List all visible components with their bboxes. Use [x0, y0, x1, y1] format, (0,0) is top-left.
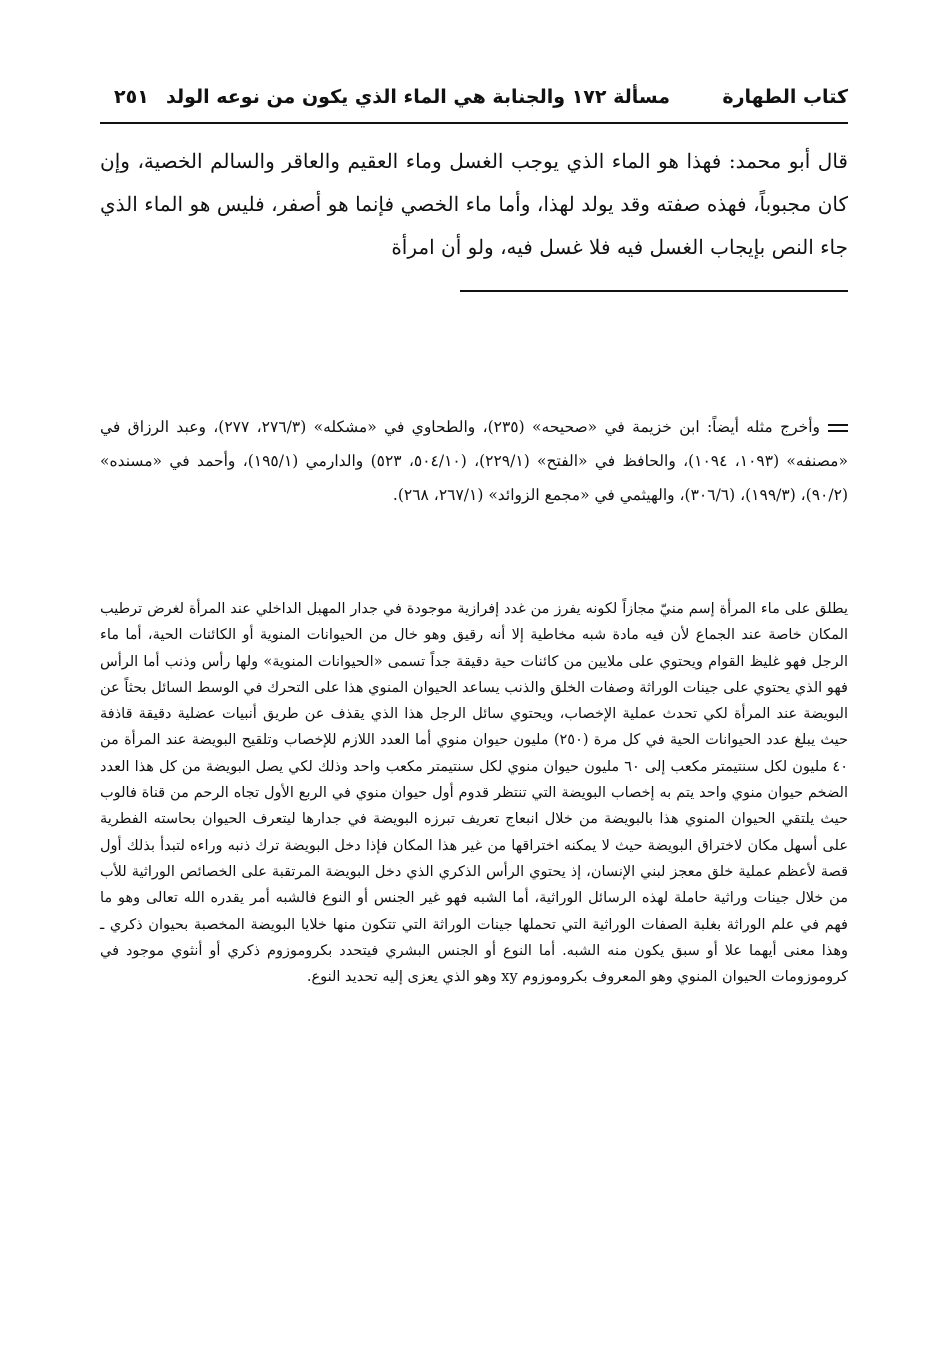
main-text — [100, 140, 848, 269]
header-divider — [100, 122, 848, 124]
footnote — [100, 410, 848, 512]
commentary-paragraph: يطلق على ماء المرأة إسم منيّ مجازاً لكونه يفرز من غدد إفرازية موجودة في جدار المهبل الداخلي عند المرأة لغرض ترطيب المكان خاصة عند الجماع لأن فيه مادة شبه مخاطية إلا أنه رقيق وهو خال من الحيوانات المنوية أو الكائنات الحية، أما ماء الرجل فهو غليظ القوام ويحتوي على ملايين من كائنات حية دقيقة جداً تسمى «الحيوانات المنوية» ولها رأس وذنب أما الرأس فهو الذي يحتوي على جينات الوراثة وصفات الخلق والذنب يساعد الحيوان المنوي هذا على التحرك في الوسط السائل بحثاً عن البويضة عند المرأة لكي تحدث عملية الإخصاب، ويحتوي سائل الرجل هذا الذي يقذف عن طريق أنبيات عضلية دقيقة قاذفة حيث يبلغ عدد الحيوانات الحية في كل مرة (٢٥٠) مليون حيوان منوي أما العدد اللازم للإخصاب وتلقيح البويضة عند المرأة من ٤٠ مليون لكل سنتيمتر مكعب إلى ٦٠ مليون حيوان منوي لكل سنتيمتر مكعب واحد وذلك لكي يصل البويضة من كل هذا العدد الضخم حيوان منوي واحد يتم به إخصاب البويضة التي تنتظر قدوم أول حيوان منوي في الربع الأول تجاه الرحم من قناة فالوب حيث يلتقي الحيوان المنوي هذا بالبويضة من خلال انبعاج تعريف تبرزه البويضة في جدارها ليتعرف الحيوان بحاسته الفطرية على أسهل مكان لاختراق البويضة حيث لا يمكنه اختراقها من غير هذا المكان فإذا دخل البويضة ترك ذنبه وراءه لتبدأ بذلك أول قصة لأعظم عملية خلق معجز لبني الإنسان، إذ يحتوي الرأس الذكري الذي دخل البويضة المرتقبة على الخصائص الوراثية للأب من خلال جينات وراثية حاملة لهذه الرسائل الوراثية، أما الشبه فهو غير الجنس أو النوع فالشبه أمر يقدره الله تعالى وهو ما فهم في علم الوراثة بغلبة الصفات الوراثية التي تحملها جينات الوراثة التي تتكون منها خلايا البويضة المخصبة بحيوان ذكري ـ وهذا معنى أيهما علا أو سبق يكون منه الشبه. أما النوع أو الجنس البشري فيتحدد بكروموزوم ذكري أو أنثوي موجود في كروموزومات الحيوان المنوي وهو المعروف بكروموزوم xy وهو الذي يعزى إليه تحديد النوع. — [100, 601, 848, 986]
commentary — [100, 596, 848, 990]
footnote-text: وأخرج مثله أيضاً: ابن خزيمة في «صحيحه» (٢٣٥)، والطحاوي في «مشكله» (٢٧٦/٣، ٢٧٧)، وعبد الرزاق في «مصنفه» (١٠٩٣، ١٠٩٤)، والحافظ في «الفتح» (٢٢٩/١)، (٥٠٤/١٠، ٥٢٣) والدارمي (١٩٥/١)، وأحمد في «مسنده» (٩٠/٢)، (١٩٩/٣)، (٣٠٦/٦)، والهيثمي في «مجمع الزوائد» (٢٦٧/١، ٢٦٨). — [100, 418, 848, 504]
footnote-paragraph — [100, 410, 848, 512]
book-title: كتاب الطهارة — [722, 86, 848, 108]
running-header — [100, 80, 848, 122]
footnote-divider — [460, 290, 848, 292]
page-number: ٢٥١ — [114, 86, 149, 108]
section-title: مسألة ١٧٢ والجنابة هي الماء الذي يكون من نوعه الولد — [166, 86, 670, 108]
footnote-marker-icon — [828, 424, 848, 432]
main-paragraph: قال أبو محمد: فهذا هو الماء الذي يوجب الغسل وماء العقيم والعاقر والسالم الخصية، وإن كان مجبوباً، فهذه صفته وقد يولد لهذا، وأما ماء الخصي فإنما هو أصفر، فليس هو الماء الذي جاء النص بإيجاب الغسل فيه فلا غسل فيه، ولو أن امرأة — [100, 149, 848, 259]
